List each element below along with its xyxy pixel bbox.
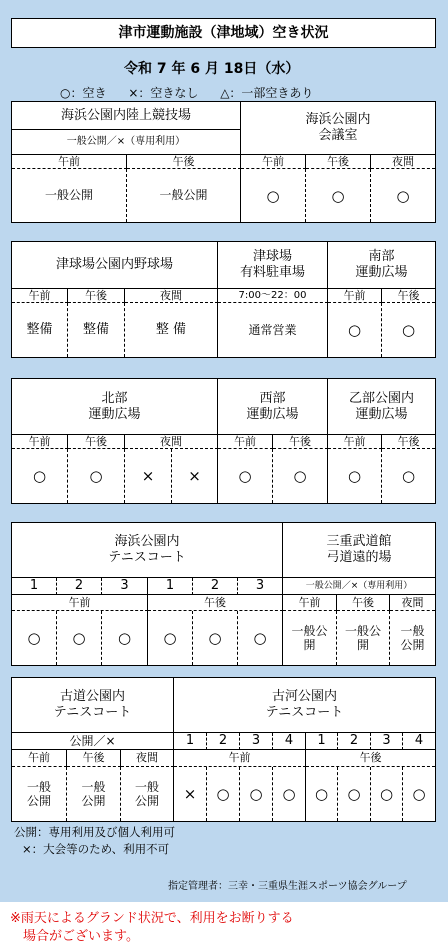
period-am: 午前: [174, 750, 306, 767]
status-cell: ○: [306, 767, 338, 821]
otobe-field-name: 乙部公園内 運動広場: [328, 379, 435, 435]
status-cell: ×: [172, 449, 218, 503]
court-number: 2: [338, 733, 371, 750]
status-cell: ○: [401, 467, 416, 485]
athletics-name: 海浜公園内陸上競技場: [12, 102, 241, 130]
slot-am: 午前: [12, 750, 67, 767]
legend-vacant: ○：空き: [60, 86, 107, 100]
parking-name: 津球場 有料駐車場: [218, 242, 328, 289]
status-cell: ○: [306, 169, 371, 222]
status-cell: 整 備: [125, 303, 218, 357]
budo-name: 三重武道館 弓道遠的場: [283, 523, 435, 578]
court-number: 2: [207, 733, 240, 750]
status-cell: ○: [12, 611, 57, 665]
manager-label: 指定管理者：三幸・三重県生涯スポーツ協会グループ: [168, 881, 407, 892]
slot-am: 午前: [283, 595, 337, 611]
status-cell: ○: [218, 449, 273, 503]
slot-night: 夜間: [371, 155, 435, 169]
court-number: 3: [238, 578, 283, 595]
budo-sub: 一般公開／×（専用利用）: [283, 578, 435, 595]
slot-night: 夜間: [125, 289, 218, 303]
status-cell: ○: [273, 767, 306, 821]
furukawa-name: 古河公園内 テニスコート: [174, 678, 435, 733]
slot-am: 午前: [328, 289, 382, 303]
status-cell: 一般公開: [337, 611, 390, 665]
court-number: 4: [273, 733, 306, 750]
status-cell: ○: [371, 767, 403, 821]
status-cell: ○: [193, 611, 238, 665]
court-number: 3: [102, 578, 148, 595]
slot-pm: 午後: [306, 155, 371, 169]
tennis-name: 海浜公園内 テニスコート: [12, 523, 283, 578]
status-cell: ○: [12, 449, 68, 503]
court-number: 1: [306, 733, 338, 750]
slot-pm: 午後: [67, 750, 121, 767]
slot-night: 夜間: [125, 435, 218, 449]
slot-am: 午前: [328, 435, 382, 449]
court-number: 1: [12, 578, 57, 595]
slot-pm: 午後: [382, 289, 435, 303]
section-tennis-parks: [11, 677, 436, 822]
status-cell: ○: [401, 321, 416, 339]
slot-am: 午前: [12, 155, 127, 169]
court-number: 2: [193, 578, 238, 595]
status-cell: 一般公開: [121, 767, 174, 821]
slot-pm: 午後: [127, 155, 241, 169]
section-sports-fields: [11, 378, 436, 504]
legend-full: ×：空きなし: [128, 86, 199, 100]
status-cell: ○: [68, 449, 125, 503]
section-kaihin-tennis: [11, 522, 436, 666]
slot-pm: 午後: [273, 435, 328, 449]
slot-am: 午前: [218, 435, 273, 449]
slot-am: 午前: [12, 289, 68, 303]
south-field-name: 南部 運動広場: [328, 242, 435, 289]
court-number: 1: [148, 578, 193, 595]
date-label: 令和 7 年 6 月 18日（水）: [124, 61, 300, 77]
slot-pm: 午後: [382, 435, 435, 449]
north-field-name: 北部 運動広場: [12, 379, 218, 435]
slot-am: 午前: [12, 435, 68, 449]
period-pm: 午後: [148, 595, 283, 611]
status-cell: ○: [207, 767, 240, 821]
status-cell: 整備: [68, 303, 125, 357]
court-number: 4: [403, 733, 435, 750]
slot-night: 夜間: [121, 750, 174, 767]
furumichi-sub: 公開／×: [12, 733, 174, 750]
baseball-name: 津球場公園内野球場: [12, 242, 218, 289]
court-number: 2: [57, 578, 102, 595]
status-cell: ○: [328, 303, 382, 357]
status-cell: 一般公開: [400, 623, 425, 652]
slot-pm: 午後: [337, 595, 390, 611]
court-number: 3: [371, 733, 403, 750]
west-field-name: 西部 運動広場: [218, 379, 328, 435]
note-cross: ×：大会等のため、利用不可: [22, 842, 170, 856]
status-cell: 通常営業: [218, 303, 328, 357]
status-cell: 整備: [12, 303, 68, 357]
status-cell: ○: [238, 611, 283, 665]
status-cell: ○: [396, 186, 410, 205]
page-title: 津市運動施設（津地域）空き状況: [118, 24, 329, 41]
status-cell: ○: [240, 767, 273, 821]
status-cell: ○: [273, 449, 328, 503]
note-public: 公開：専用利用及び個人利用可: [14, 825, 175, 839]
status-cell: 一般公開: [12, 767, 67, 821]
status-cell: ○: [148, 611, 193, 665]
court-number: 3: [240, 733, 273, 750]
athletics-sub: 一般公開／×（専用利用）: [12, 130, 241, 155]
furumichi-name: 古道公園内 テニスコート: [12, 678, 174, 733]
section-tsu-stadium: [11, 241, 436, 358]
legend: [60, 84, 331, 101]
status-cell: ×: [174, 767, 207, 821]
slot-pm: 午後: [68, 289, 125, 303]
legend-partial: △：一部空きあり: [220, 86, 314, 100]
title-box: [11, 18, 436, 48]
status-cell: 一般公開: [12, 169, 127, 222]
period-pm: 午後: [306, 750, 435, 767]
status-cell: 一般公開: [67, 767, 121, 821]
slot-hours: 7:00～22：00: [218, 289, 328, 303]
status-cell: ○: [57, 611, 102, 665]
status-cell: ○: [328, 449, 382, 503]
slot-am: 午前: [241, 155, 306, 169]
status-cell: 一般公開: [283, 611, 337, 665]
meeting-room-name: 海浜公園内 会議室: [241, 102, 435, 155]
status-cell: ○: [241, 169, 306, 222]
section-kaihin-athletics: [11, 101, 436, 223]
court-number: 1: [174, 733, 207, 750]
slot-night: 夜間: [390, 595, 435, 611]
status-cell: ○: [102, 611, 148, 665]
status-cell: ○: [412, 785, 426, 803]
period-am: 午前: [12, 595, 148, 611]
status-cell: 一般公開: [127, 169, 241, 222]
slot-pm: 午後: [68, 435, 125, 449]
status-cell: ○: [338, 767, 371, 821]
rain-notice: ※雨天によるグランド状況で、利用をお断りする 場合がございます。: [10, 911, 294, 944]
status-cell: ×: [125, 449, 172, 503]
